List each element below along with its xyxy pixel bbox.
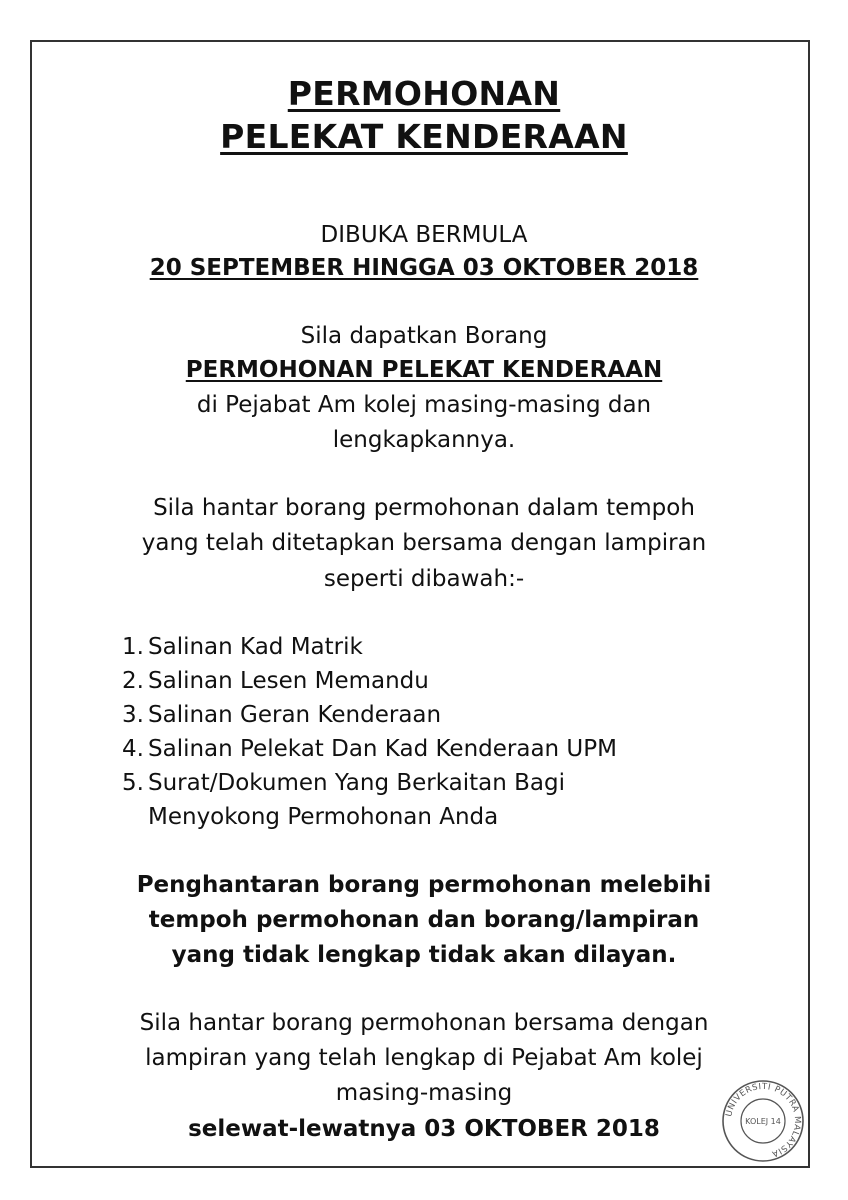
para1-line-3: di Pejabat Am kolej masing-masing dan	[196, 392, 652, 418]
date-range: 20 SEPTEMBER HINGGA 03 OKTOBER 2018	[149, 255, 699, 281]
warning-line-2: tempoh permohonan dan borang/lampiran	[148, 907, 700, 933]
list-number: 2.	[122, 668, 144, 694]
list-text: Salinan Pelekat Dan Kad Kenderaan UPM	[148, 736, 617, 762]
list-number: 3.	[122, 702, 144, 728]
list-number: 4.	[122, 736, 144, 762]
list-item	[122, 634, 363, 660]
para1-line-2: PERMOHONAN PELEKAT KENDERAAN	[185, 357, 663, 383]
deadline: selewat-lewatnya 03 OKTOBER 2018	[188, 1116, 660, 1142]
para2-line-1: Sila hantar borang permohonan dalam tempoh	[153, 495, 695, 521]
para1-line-4: lengkapkannya.	[332, 427, 516, 453]
stamp-ring-text: UNIVERSITI PUTRA MALAYSIA	[724, 1081, 803, 1159]
notice-border	[30, 40, 810, 1168]
title-line-1: PERMOHONAN	[287, 74, 561, 113]
para2-line-2: yang telah ditetapkan bersama dengan lampiran	[141, 530, 707, 556]
list-item	[122, 702, 441, 728]
warning-line-3: yang tidak lengkap tidak akan dilayan.	[171, 942, 677, 968]
list-item	[122, 668, 429, 694]
list-text: Surat/Dokumen Yang Berkaitan Bagi	[148, 770, 566, 796]
para3-line-1: Sila hantar borang permohonan bersama dengan	[139, 1010, 709, 1036]
list-item	[122, 736, 617, 762]
title-line-2: PELEKAT KENDERAAN	[220, 117, 628, 156]
open-label: DIBUKA BERMULA	[320, 222, 528, 248]
list-text: Salinan Lesen Memandu	[148, 668, 429, 694]
stamp-center-text: KOLEJ 14	[745, 1117, 781, 1126]
list-item	[122, 770, 565, 796]
list-number: 1.	[122, 634, 144, 660]
college-stamp-icon	[719, 1077, 807, 1165]
list-number: 5.	[122, 770, 144, 796]
para1-line-1: Sila dapatkan Borang	[300, 323, 548, 349]
list-item-5-continued: Menyokong Permohonan Anda	[148, 804, 499, 830]
list-text: Salinan Kad Matrik	[148, 634, 363, 660]
para3-line-2: lampiran yang telah lengkap di Pejabat Am kolej	[145, 1045, 703, 1071]
warning-line-1: Penghantaran borang permohonan melebihi	[136, 872, 712, 898]
para2-line-3: seperti dibawah:-	[323, 566, 525, 592]
para3-line-3: masing-masing	[335, 1080, 513, 1106]
list-text: Salinan Geran Kenderaan	[148, 702, 442, 728]
